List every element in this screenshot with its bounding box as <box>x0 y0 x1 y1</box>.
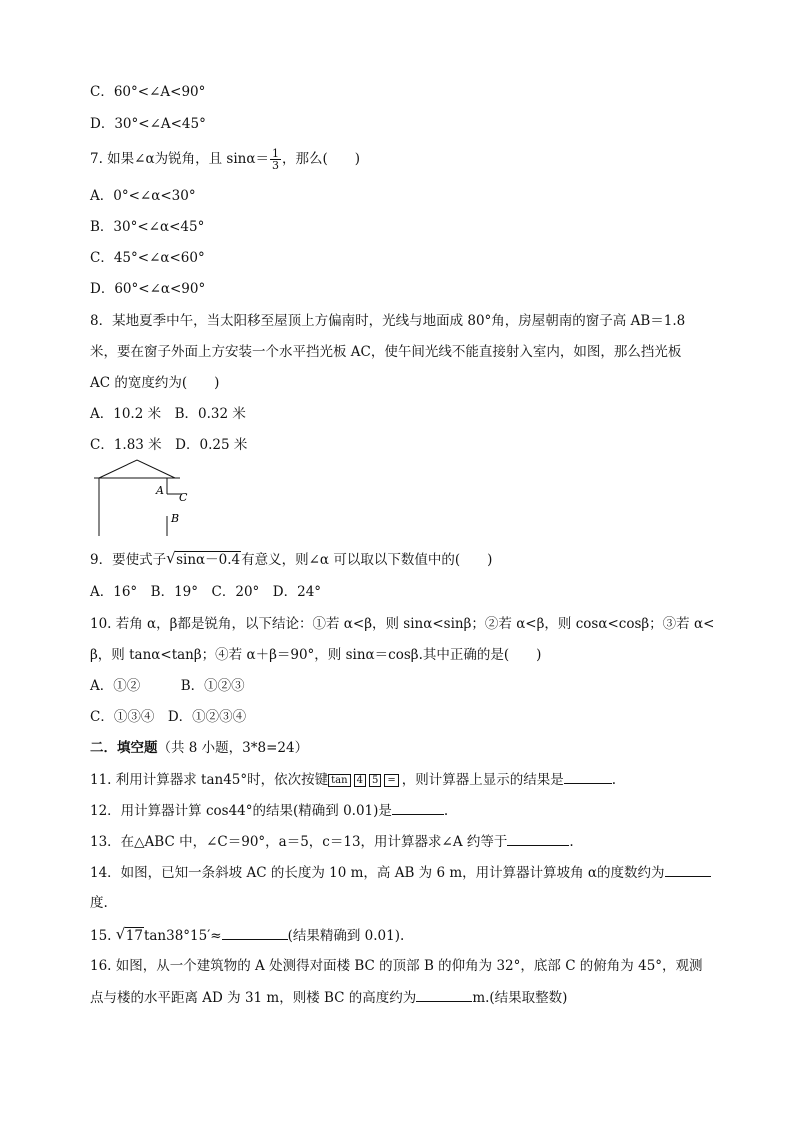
question-8-line3: AC 的宽度约为( ) <box>90 375 220 391</box>
question-11: 11. 利用计算器求 tan45°时，依次按键 tan 4 5 = ，则计算器上显示的结果是 . <box>90 769 710 790</box>
key-5: 5 <box>369 774 381 787</box>
section-note: （共 8 小题，3*8=24） <box>157 740 309 756</box>
answer-blank <box>665 862 711 877</box>
question-10-line1: 10. 若角 α，β都是锐角，以下结论：①若 α<β，则 sinα<sinβ；②若 α<β，则 cosα<cosβ；③若 α< <box>90 616 715 632</box>
q9-options: A．16° B．19° C．20° D．24° <box>90 584 322 600</box>
q7-option-d: D．60°<∠α<90° <box>90 281 206 297</box>
answer-blank <box>564 769 612 784</box>
q6-option-d: D．30°<∠A<45° <box>90 116 206 132</box>
question-12: 12．用计算器计算 cos44°的结果(精确到 0.01)是 . <box>90 800 710 821</box>
sqrt-expression: √ sinα－0.4 <box>166 549 241 568</box>
question-13: 13．在△ABC 中，∠C＝90°，a＝5，c＝13，用计算器求∠A 约等于 . <box>90 831 710 852</box>
question-8-line2: 米，要在窗子外面上方安装一个水平挡光板 AC，使午间光线不能直接射入室内，如图，那么挡光板 <box>90 344 682 360</box>
fraction-one-third: $\frac{1}{3}$ <box>271 147 279 172</box>
question-14-line1: 14．如图，已知一条斜坡 AC 的长度为 10 m，高 AB 为 6 m，用计算器计算坡角 α的度数约为 <box>90 862 710 883</box>
q7-option-a: A．0°<∠α<30° <box>90 188 196 204</box>
q8-options-cd: C．1.83 米 D．0.25 米 <box>90 437 248 453</box>
question-7: 7. 如果∠α为锐角，且 sinα＝ $\frac{1}{3}$ ，那么( ) <box>90 147 360 172</box>
label-c: C <box>179 491 188 504</box>
q7-option-b: B．30°<∠α<45° <box>90 219 205 235</box>
question-15: 15. √ 17tan38°15′≈ (结果精确到 0.01). <box>90 925 405 944</box>
house-window-diagram <box>92 456 202 536</box>
question-14-line2: 度. <box>90 895 108 911</box>
answer-blank <box>392 800 444 815</box>
answer-blank <box>416 987 472 1002</box>
key-tan: tan <box>328 774 350 787</box>
question-16-line1: 16. 如图，从一个建筑物的 A 处测得对面楼 BC 的顶部 B 的仰角为 32°，底部 C 的俯角为 45°，观测 <box>90 958 703 974</box>
label-b: B <box>171 512 180 525</box>
answer-blank <box>507 831 569 846</box>
question-8-line1: 8．某地夏季中午，当太阳移至屋顶上方偏南时，光线与地面成 80°角，房屋朝南的窗子高 AB＝1.8 <box>90 313 686 329</box>
key-4: 4 <box>354 774 366 787</box>
section-title: 二．填空题 <box>90 740 158 756</box>
question-16-line2: 点与楼的水平距离 AD 为 31 m，则楼 BC 的高度约为 m.(结果取整数) <box>90 987 710 1008</box>
q6-option-c: C．60°<∠A<90° <box>90 84 206 100</box>
q7-option-c: C．45°<∠α<60° <box>90 250 205 266</box>
key-equals: = <box>384 774 398 787</box>
section-2-heading <box>90 738 710 758</box>
q10-options-ab: A．①② B．①②③ <box>90 678 245 694</box>
question-9: 9．要使式子 √ sinα－0.4有意义，则∠α 可以取以下数值中的( ) <box>90 549 493 568</box>
q8-options-ab: A．10.2 米 B．0.32 米 <box>90 406 246 422</box>
answer-blank <box>222 925 288 940</box>
sqrt-17: √ 17 <box>115 925 143 944</box>
question-10-line2: β，则 tanα<tanβ；④若 α＋β＝90°，则 sinα＝cosβ.其中正确的是( ) <box>90 647 542 663</box>
label-a: A <box>156 484 164 497</box>
q10-options-cd: C．①③④ D．①②③④ <box>90 709 247 725</box>
